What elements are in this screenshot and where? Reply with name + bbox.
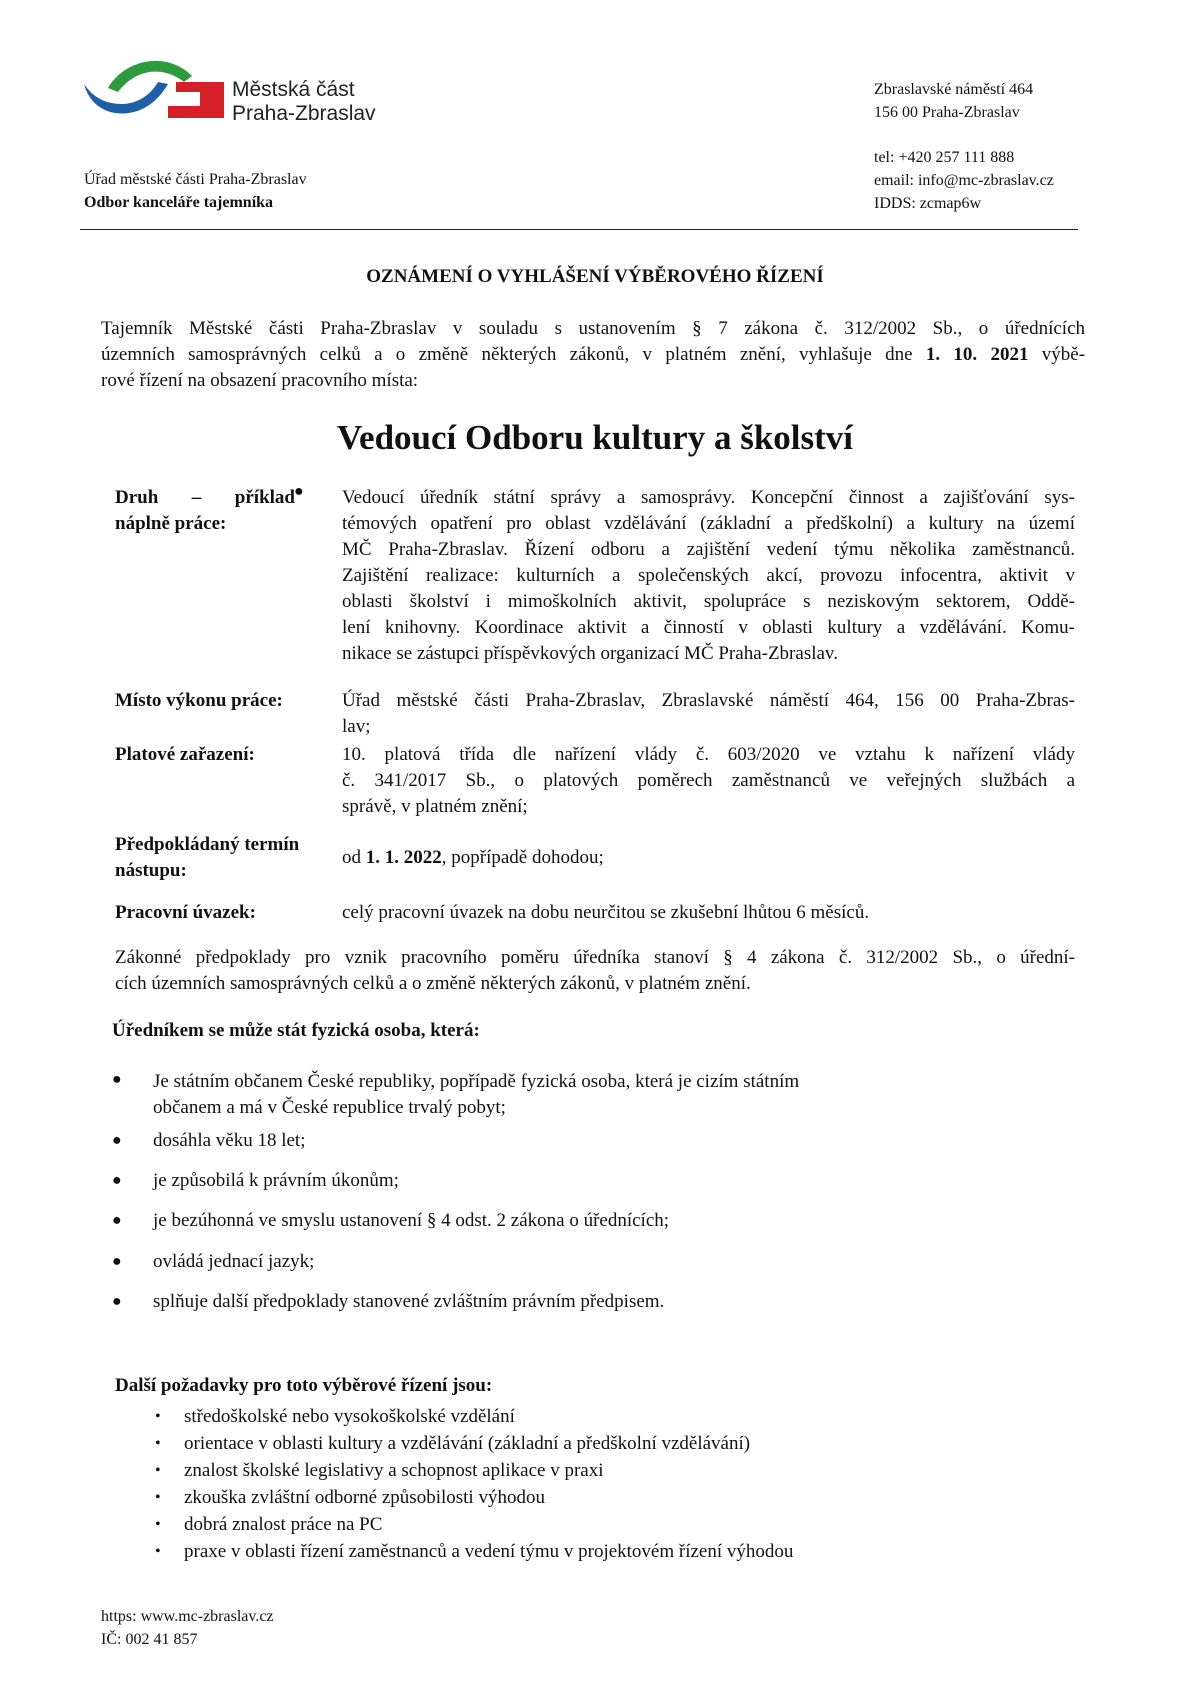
intro-line-3: rové řízení na obsazení pracovního místa: xyxy=(101,370,419,391)
requirement-item: dobrá znalost práce na PC xyxy=(184,1514,383,1535)
work-location-value: Úřad městské části Praha-Zbraslav, Zbraslavské náměstí 464, 156 00 Praha-Zbras- lav; xyxy=(342,690,1075,737)
requirement-item: zkouška zvláštní odborné způsobilosti výhodou xyxy=(184,1487,545,1508)
requirement-item: praxe v oblasti řízení zaměstnanců a vedení týmu v projektovém řízení výhodou xyxy=(184,1541,794,1562)
start-date-label: Předpokládaný termín nástupu: xyxy=(115,834,300,881)
eligibility-item: dosáhla věku 18 let; xyxy=(153,1130,306,1151)
bullet-icon: ● xyxy=(112,1172,122,1189)
work-location-label: Místo výkonu práce: xyxy=(115,690,283,711)
intro-line-1: Tajemník Městské části Praha-Zbraslav v souladu s ustanovením § 7 zákona č. 312/2002 Sb., o úřednících xyxy=(101,318,1085,339)
workload-label: Pracovní úvazek: xyxy=(115,902,256,923)
eligibility-item: ovládá jednací jazyk; xyxy=(153,1251,315,1272)
intro-paragraph xyxy=(101,316,1085,394)
eligibility-item: je způsobilá k právním úkonům; xyxy=(153,1170,399,1191)
job-type-value: Vedoucí úředník státní správy a samosprávy. Koncepční činnost a zajišťování sys- témových opatření pro oblast vzdělávání (základní a předškolní) a kultury na území MČ Praha-Zbraslav. Řízení odboru a zajištění vedení týmu několika zaměstnanců. Zajištění realizace: kulturních a společenských akcí, provozu infocentra, aktivit v oblasti školství i mimoškolních aktivit, spolupráce s neziskovým sektorem, Oddě- lení knihovny. Koordinace aktivit a činností v oblasti kultury a vzdělávání. Komu- nikace se zástupci příspěvkových organizací MČ Praha-Zbraslav. xyxy=(342,487,1075,664)
idds: IDDS: zcmap6w xyxy=(874,195,982,212)
bullet-icon: • xyxy=(155,1543,161,1560)
address-block xyxy=(874,78,1033,124)
bullet-icon: • xyxy=(155,1489,161,1506)
bullet-icon: • xyxy=(155,1516,161,1533)
eligibility-heading: Úředníkem se může stát fyzická osoba, která: xyxy=(112,1020,480,1041)
logo-line-1: Městská část xyxy=(232,78,355,101)
bullet-icon: ● xyxy=(112,1212,122,1229)
salary-grade-value: 10. platová třída dle nařízení vlády č. 603/2020 ve vztahu k nařízení vlády č. 341/2017 Sb., o platových poměrech zaměstnanců ve veřejných službách a správě, v platném znění; xyxy=(342,744,1075,817)
department-name: Odbor kanceláře tajemníka xyxy=(84,194,274,211)
email: email: info@mc-zbraslav.cz xyxy=(874,172,1054,189)
bullet-icon: • xyxy=(155,1462,161,1479)
bullet-icon: ● xyxy=(112,1293,122,1310)
bullet-icon: ● xyxy=(112,1132,122,1149)
job-title: Vedoucí Odboru kultury a školství xyxy=(336,418,854,457)
requirements-list xyxy=(184,1403,793,1565)
logo-line-2: Praha-Zbraslav xyxy=(232,102,376,125)
footer-ic: IČ: 002 41 857 xyxy=(101,1631,198,1648)
announcement-title: OZNÁMENÍ O VYHLÁŠENÍ VÝBĚROVÉHO ŘÍZENÍ xyxy=(366,266,824,287)
workload-value: celý pracovní úvazek na dobu neurčitou se zkušební lhůtou 6 měsíců. xyxy=(342,902,870,923)
requirements-bullets xyxy=(155,1403,161,1565)
municipality-logo xyxy=(84,54,224,120)
phone: tel: +420 257 111 888 xyxy=(874,149,1015,166)
intro-line-2: územních samosprávných celků a o změně některých zákonů, v platném znění, vyhlašuje dne 1. 10. 2021 výbě- xyxy=(101,344,1086,365)
start-date-value: od 1. 1. 2022, popřípadě dohodou; xyxy=(342,847,604,868)
contact-block xyxy=(874,146,1054,215)
eligibility-item: je bezúhonná ve smyslu ustanovení § 4 odst. 2 zákona o úřednících; xyxy=(153,1210,670,1231)
bullet-icon: ● xyxy=(112,1253,122,1270)
header-divider xyxy=(80,229,1078,230)
bullet-icon: ● xyxy=(112,1071,122,1088)
footer-website: https: www.mc-zbraslav.cz xyxy=(101,1608,274,1625)
requirements-heading: Další požadavky pro toto výběrové řízení jsou: xyxy=(115,1375,493,1396)
legal-paragraph: Zákonné předpoklady pro vznik pracovního poměru úředníka stanoví § 4 zákona č. 312/2002 Sb., o úřední- cích územních samosprávných celků a o změně některých zákonů, v platném znění. xyxy=(115,947,1075,994)
requirement-item: znalost školské legislativy a schopnost aplikace v praxi xyxy=(184,1460,604,1481)
bullet-icon: • xyxy=(155,1408,161,1425)
start-date: 1. 1. 2022 xyxy=(365,847,442,868)
office-block xyxy=(84,168,307,214)
footer xyxy=(101,1605,274,1651)
requirement-item: orientace v oblasti kultury a vzdělávání (základní a předškolní vzdělávání) xyxy=(184,1433,751,1454)
address-line-2: 156 00 Praha-Zbraslav xyxy=(874,104,1020,121)
job-type-label: Druh – příklad náplně práce: xyxy=(115,487,295,534)
eligibility-item: Je státním občanem České republiky, popřípadě fyzická osoba, která je cizím státním občanem a má v České republice trvalý pobyt; xyxy=(153,1071,800,1118)
bullet-icon: • xyxy=(155,1435,161,1452)
eligibility-item: splňuje další předpoklady stanovené zvláštním právním předpisem. xyxy=(153,1291,665,1312)
address-line-1: Zbraslavské náměstí 464 xyxy=(874,81,1034,98)
logo-wordmark xyxy=(232,78,376,126)
requirement-item: středoškolské nebo vysokoškolské vzdělání xyxy=(184,1406,515,1427)
office-name: Úřad městské části Praha-Zbraslav xyxy=(84,171,307,188)
salary-grade-label: Platové zařazení: xyxy=(115,744,255,765)
announcement-date: 1. 10. 2021 xyxy=(925,344,1029,365)
bullet-icon: ● xyxy=(294,483,304,500)
